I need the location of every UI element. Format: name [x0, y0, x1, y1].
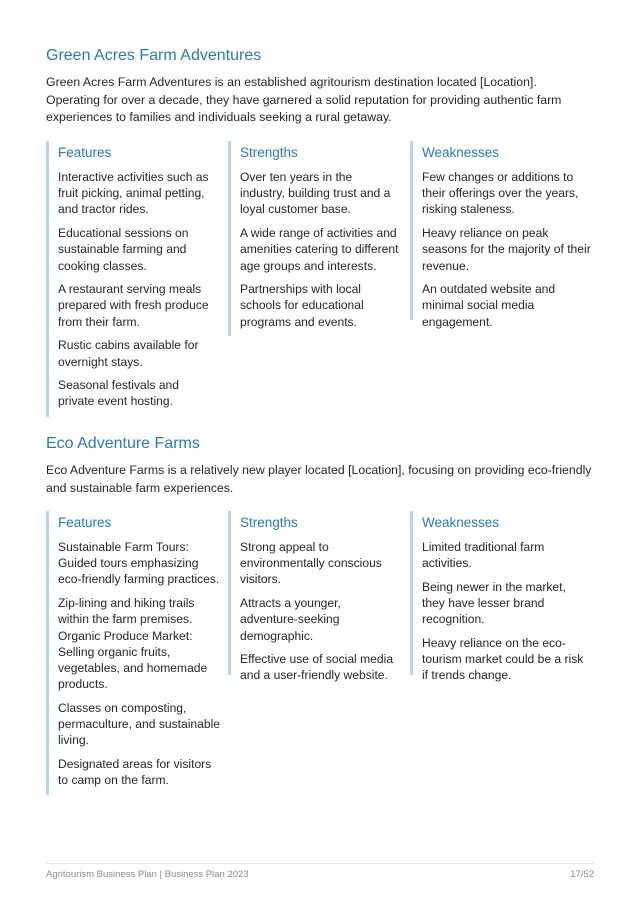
column-title: Features: [58, 515, 112, 530]
list-item: Strong appeal to environmentally conscious visitors.: [240, 540, 382, 587]
features-column: [46, 141, 216, 417]
weaknesses-column: [410, 511, 590, 683]
section-title: Eco Adventure Farms: [46, 435, 200, 452]
column-title: Strengths: [240, 145, 298, 160]
list-item: Partnerships with local schools for educational programs and events.: [240, 282, 364, 329]
section-intro: Green Acres Farm Adventures is an established agritourism destination located [Location]. Operating for over a decade, they have garnered a solid reputation for providing authentic farm experiences to families and individuals seeking a rural getaway.: [46, 75, 562, 124]
list-item: Effective use of social media and a user-friendly website.: [240, 652, 394, 683]
list-item: Limited traditional farm activities.: [422, 540, 545, 571]
section-title: Green Acres Farm Adventures: [46, 47, 262, 64]
page-number: 17/52: [570, 869, 594, 880]
weaknesses-column: [410, 141, 594, 329]
footer-divider: [46, 863, 594, 864]
competitor-section-eco-adventure: [46, 434, 594, 497]
list-item: A restaurant serving meals prepared with fresh produce from their farm.: [58, 282, 209, 329]
list-item: Educational sessions on sustainable farming and cooking classes.: [58, 226, 189, 273]
list-item: Heavy reliance on the eco-tourism market could be a risk if trends change.: [422, 636, 584, 683]
strengths-column: [228, 141, 400, 336]
list-item: Classes on composting, permaculture, and sustainable living.: [58, 700, 221, 748]
list-item: Over ten years in the industry, building trust and a loyal customer base.: [240, 170, 391, 217]
list-item: Few changes or additions to their offerings over the years, risking staleness.: [422, 170, 579, 217]
strengths-column: [228, 511, 398, 683]
column-title: Weaknesses: [422, 515, 500, 530]
list-item: Seasonal festivals and private event hosting.: [58, 378, 180, 409]
list-item: Sustainable Farm Tours: Guided tours emphasizing eco-friendly farming practices.: [58, 540, 220, 587]
list-item: Zip-lining and hiking trails within the farm premises. Organic Produce Market: Selling organic fruits, vegetables, and homemade products.: [58, 596, 208, 692]
list-item: Being newer in the market, they have lesser brand recognition.: [422, 579, 566, 627]
list-item: Interactive activities such as fruit picking, animal petting, and tractor rides.: [58, 170, 209, 217]
list-item: A wide range of activities and amenities catering to different age groups and interests.: [240, 226, 399, 273]
footer-document-title: Agritourism Business Plan | Business Plan 2023: [46, 869, 249, 880]
column-title: Strengths: [240, 515, 298, 530]
column-title: Features: [58, 145, 112, 160]
list-item: Attracts a younger, adventure-seeking demographic.: [240, 596, 341, 643]
competitor-section-green-acres: [46, 46, 594, 127]
section-intro: Eco Adventure Farms is a relatively new player located [Location], focusing on providing eco-friendly and sustainable farm experiences.: [46, 463, 592, 495]
list-item: Rustic cabins available for overnight stays.: [58, 338, 199, 369]
list-item: An outdated website and minimal social media engagement.: [422, 282, 556, 329]
column-title: Weaknesses: [422, 145, 500, 160]
features-column: [46, 511, 222, 795]
list-item: Heavy reliance on peak seasons for the majority of their revenue.: [422, 226, 591, 273]
list-item: Designated areas for visitors to camp on the farm.: [58, 756, 212, 788]
